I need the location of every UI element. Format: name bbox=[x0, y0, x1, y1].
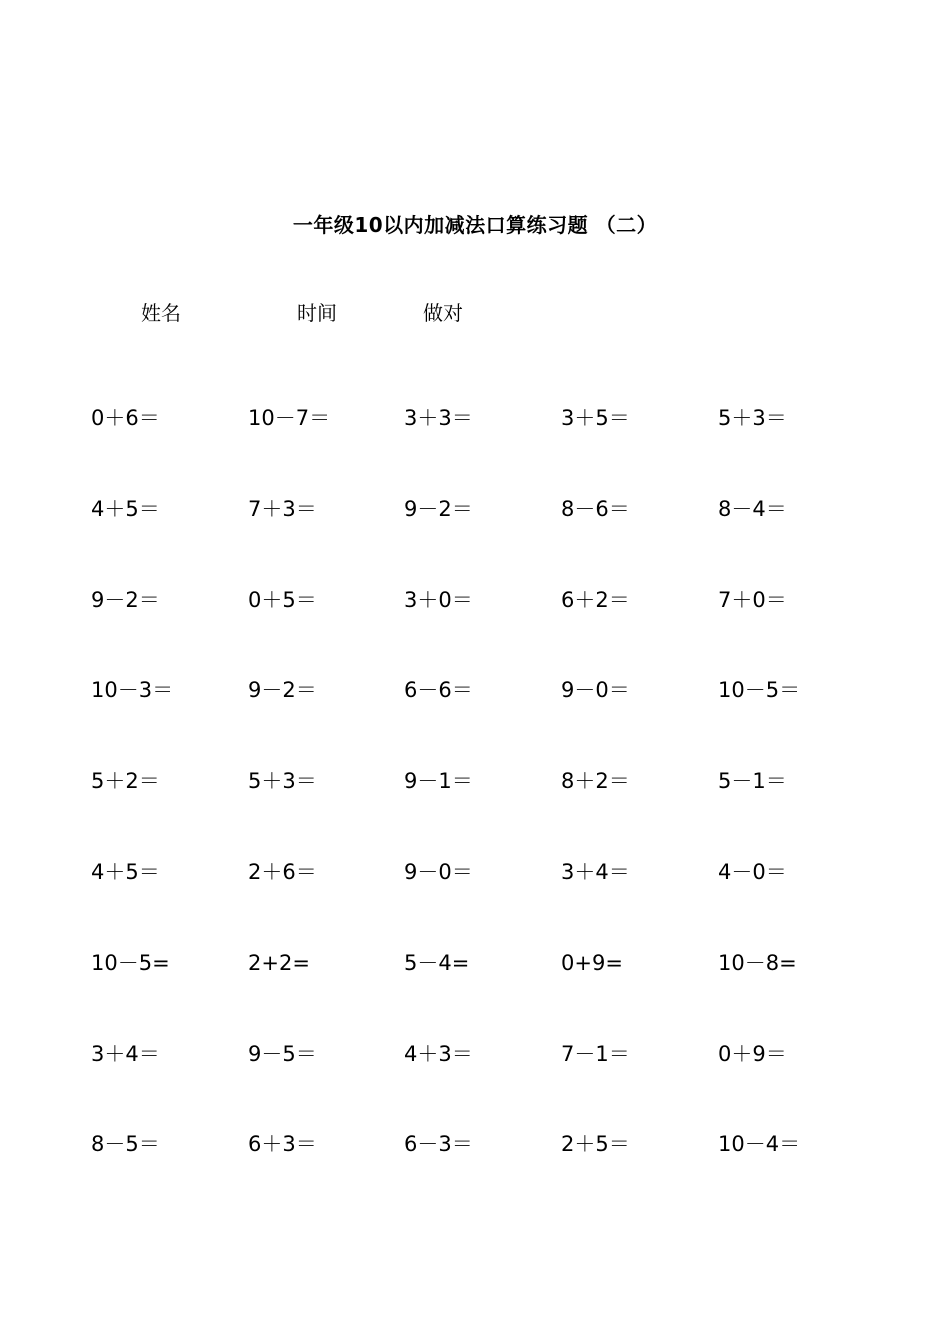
problem-item: 3＋3＝ bbox=[404, 406, 473, 430]
problem-item: 9－1＝ bbox=[404, 769, 473, 793]
problem-item: 9－2＝ bbox=[404, 497, 473, 521]
problem-item: 9－0＝ bbox=[404, 860, 473, 884]
problem-item: 10－8= bbox=[718, 951, 797, 975]
name-label: 姓名 bbox=[141, 301, 181, 325]
problem-item: 3＋0＝ bbox=[404, 588, 473, 612]
problem-item: 4＋3＝ bbox=[404, 1042, 473, 1066]
problem-item: 10－5= bbox=[91, 951, 170, 975]
problem-item: 8－5＝ bbox=[91, 1132, 160, 1156]
problem-item: 3＋4＝ bbox=[91, 1042, 160, 1066]
problem-item: 5－4= bbox=[404, 951, 470, 975]
problem-item: 6－3＝ bbox=[404, 1132, 473, 1156]
problem-item: 10－7＝ bbox=[248, 406, 331, 430]
problem-item: 0+9= bbox=[561, 951, 623, 975]
problem-item: 6－6＝ bbox=[404, 678, 473, 702]
problem-item: 6＋2＝ bbox=[561, 588, 630, 612]
problem-item: 3＋5＝ bbox=[561, 406, 630, 430]
problem-item: 8－4＝ bbox=[718, 497, 787, 521]
problem-item: 2+2= bbox=[248, 951, 310, 975]
worksheet-title: 一年级10以内加减法口算练习题 （二） bbox=[292, 213, 658, 237]
problem-item: 2＋6＝ bbox=[248, 860, 317, 884]
problem-item: 10－4＝ bbox=[718, 1132, 801, 1156]
problem-item: 5＋3＝ bbox=[248, 769, 317, 793]
problem-item: 5－1＝ bbox=[718, 769, 787, 793]
problem-item: 5＋3＝ bbox=[718, 406, 787, 430]
problem-item: 7＋3＝ bbox=[248, 497, 317, 521]
problem-item: 2＋5＝ bbox=[561, 1132, 630, 1156]
problem-item: 3＋4＝ bbox=[561, 860, 630, 884]
problem-item: 9－2＝ bbox=[91, 588, 160, 612]
problem-item: 9－5＝ bbox=[248, 1042, 317, 1066]
problem-item: 4＋5＝ bbox=[91, 860, 160, 884]
problem-item: 4－0＝ bbox=[718, 860, 787, 884]
problem-item: 9－0＝ bbox=[561, 678, 630, 702]
problem-item: 6＋3＝ bbox=[248, 1132, 317, 1156]
time-label: 时间 bbox=[297, 301, 337, 325]
problem-item: 10－3＝ bbox=[91, 678, 174, 702]
problem-item: 7－1＝ bbox=[561, 1042, 630, 1066]
problem-item: 0＋6＝ bbox=[91, 406, 160, 430]
problem-item: 9－2＝ bbox=[248, 678, 317, 702]
problem-item: 4＋5＝ bbox=[91, 497, 160, 521]
problem-item: 0＋5＝ bbox=[248, 588, 317, 612]
problem-item: 0＋9＝ bbox=[718, 1042, 787, 1066]
problem-item: 7＋0＝ bbox=[718, 588, 787, 612]
problem-item: 5＋2＝ bbox=[91, 769, 160, 793]
correct-count-label: 做对 bbox=[423, 301, 463, 325]
problem-item: 10－5＝ bbox=[718, 678, 801, 702]
problem-item: 8－6＝ bbox=[561, 497, 630, 521]
problem-item: 8＋2＝ bbox=[561, 769, 630, 793]
